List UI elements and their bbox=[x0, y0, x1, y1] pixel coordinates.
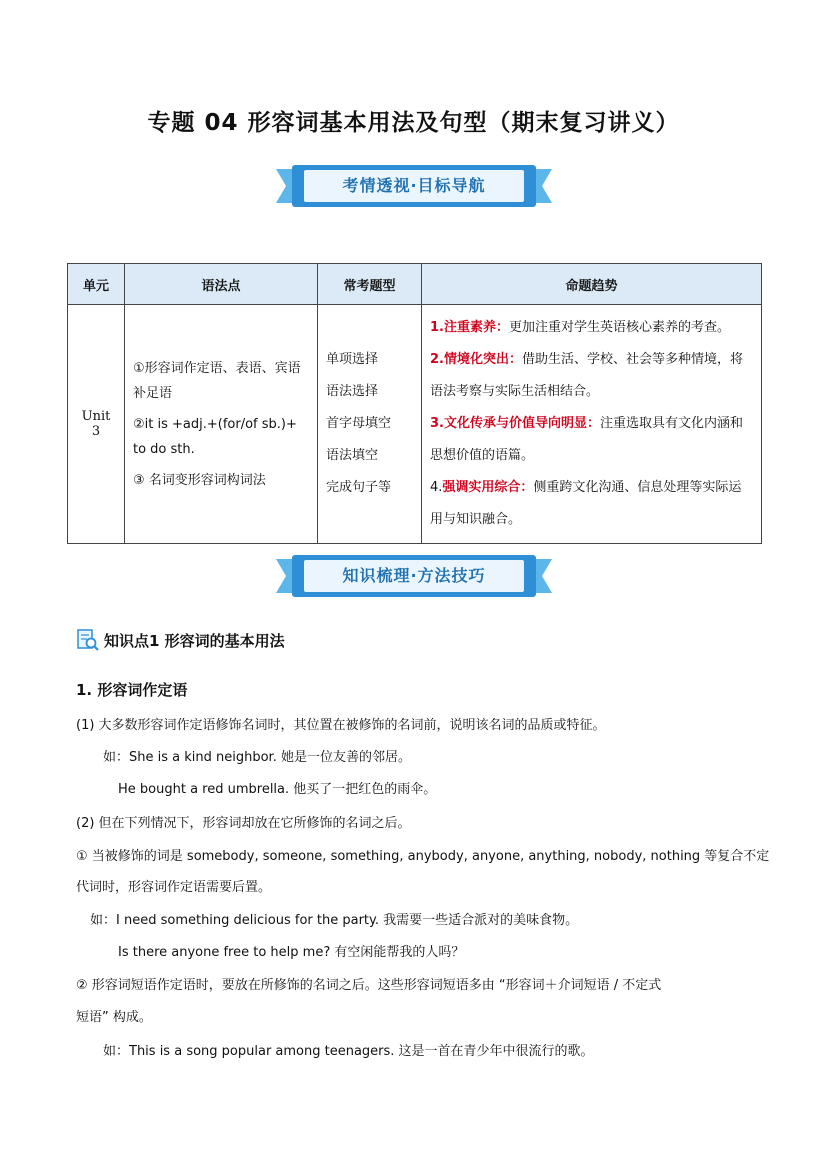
knowledge-point-title: 知识点1 形容词的基本用法 bbox=[76, 628, 285, 652]
text-line: (1) 大多数形容词作定语修饰名词时，其位置在被修饰的名词前，说明该名词的品质或特征。 bbox=[76, 718, 606, 733]
table-row bbox=[68, 305, 762, 544]
table-header: 常考题型 bbox=[318, 264, 422, 305]
question-type: 单项选择 bbox=[326, 352, 379, 367]
text-line: 短语” 构成。 bbox=[76, 1010, 152, 1025]
table-header-row bbox=[68, 264, 762, 305]
banner-knowledge bbox=[276, 553, 552, 599]
text-line: ① 当被修饰的词是 somebody, someone, something, anybody, anyone, anything, nobody, nothing 等复合不定 bbox=[76, 849, 770, 864]
grammar-point: ③ 名词变形容词构词法 bbox=[133, 472, 266, 488]
grammar-point: ②it is +adj.+(for/of sb.)+ to do sth. bbox=[133, 416, 297, 457]
text-line: 代词时，形容词作定语需要后置。 bbox=[76, 880, 272, 895]
question-type: 语法选择 bbox=[326, 384, 379, 399]
grammar-cell bbox=[125, 305, 318, 544]
text-line: 如：I need something delicious for the party. 我需要一些适合派对的美味食物。 bbox=[90, 913, 579, 928]
exam-table bbox=[67, 263, 762, 544]
text-line: 如：She is a kind neighbor. 她是一位友善的邻居。 bbox=[103, 750, 411, 765]
banner-exam-overview bbox=[276, 163, 552, 209]
text-line: (2) 但在下列情况下，形容词却放在它所修饰的名词之后。 bbox=[76, 816, 411, 831]
unit-cell: Unit 3 bbox=[68, 305, 125, 544]
trend-item: 4.强调实用综合：侧重跨文化沟通、信息处理等实际运用与知识融合。 bbox=[430, 480, 742, 527]
text-line: 如：This is a song popular among teenagers. 这是一首在青少年中很流行的歌。 bbox=[103, 1044, 594, 1059]
table-header: 命题趋势 bbox=[422, 264, 762, 305]
text-line: He bought a red umbrella. 他买了一把红色的雨伞。 bbox=[118, 782, 437, 797]
trend-item: 1.注重素养：更加注重对学生英语核心素养的考查。 bbox=[430, 320, 730, 335]
trend-item: 2.情境化突出：借助生活、学校、社会等多种情境，将语法考察与实际生活相结合。 bbox=[430, 352, 743, 399]
question-types-cell bbox=[318, 305, 422, 544]
trend-item: 3.文化传承与价值导向明显：注重选取具有文化内涵和思想价值的语篇。 bbox=[430, 416, 743, 463]
table-header: 语法点 bbox=[125, 264, 318, 305]
grammar-point: ①形容词作定语、表语、宾语补足语 bbox=[133, 360, 301, 401]
text-line: ② 形容词短语作定语时，要放在所修饰的名词之后。这些形容词短语多由 “形容词＋介词短语 / 不定式 bbox=[76, 978, 662, 993]
magnifier-book-icon bbox=[76, 628, 100, 652]
trend-cell bbox=[422, 305, 762, 544]
text-line: Is there anyone free to help me? 有空闲能帮我的人吗？ bbox=[118, 945, 465, 960]
question-type: 首字母填空 bbox=[326, 416, 392, 431]
banner-label: 知识梳理·方法技巧 bbox=[342, 566, 486, 585]
question-type: 完成句子等 bbox=[326, 480, 392, 495]
page-title: 专题 04 形容词基本用法及句型（期末复习讲义） bbox=[147, 110, 680, 136]
table-header: 单元 bbox=[68, 264, 125, 305]
question-type: 语法填空 bbox=[326, 448, 379, 463]
banner-label: 考情透视·目标导航 bbox=[342, 176, 486, 195]
section-heading: 1. 形容词作定语 bbox=[76, 681, 188, 699]
